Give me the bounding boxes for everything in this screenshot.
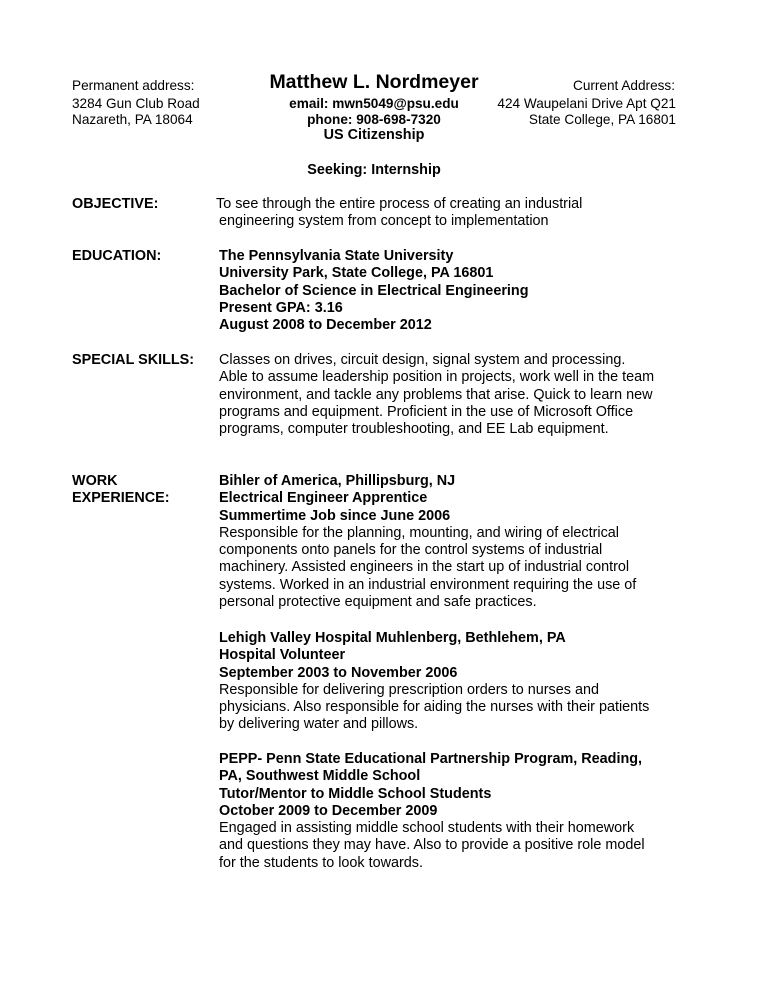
objective-text <box>216 196 582 231</box>
work-label-line1: WORK <box>72 473 118 489</box>
skills-line: Able to assume leadership position in projects, work well in the team <box>219 369 655 386</box>
skills-line: programs, computer troubleshooting, and EE Lab equipment. <box>219 421 609 438</box>
current-address-label: Current Address: <box>573 78 675 93</box>
job-heading-line: Electrical Engineer Apprentice <box>219 490 428 507</box>
job-desc-line: Engaged in assisting middle school students with their homework <box>219 820 635 837</box>
education-line: University Park, State College, PA 16801 <box>219 265 494 282</box>
permanent-city: Nazareth, PA 18064 <box>72 112 193 127</box>
job-heading-line: Tutor/Mentor to Middle School Students <box>219 785 492 802</box>
objective-line: To see through the entire process of creating an industrial <box>216 196 583 212</box>
work-label-line2: EXPERIENCE: <box>72 490 170 507</box>
job-desc-line: systems. Worked in an industrial environment requiring the use of <box>219 576 637 593</box>
job-desc-line: for the students to look towards. <box>219 854 423 871</box>
job-heading-line: PA, Southwest Middle School <box>219 768 421 785</box>
job-heading-line: September 2003 to November 2006 <box>219 664 458 681</box>
current-city: State College, PA 16801 <box>528 112 676 127</box>
skills-line: Classes on drives, circuit design, signal system and processing. <box>219 352 626 368</box>
work-label <box>72 473 170 508</box>
job-heading-line: Bihler of America, Phillipsburg, NJ <box>219 473 456 489</box>
skills-line: programs and equipment. Proficient in the use of Microsoft Office <box>219 403 634 420</box>
job-desc-line: Responsible for delivering prescription orders to nurses and <box>219 681 599 698</box>
job-desc-line: components onto panels for the control systems of industrial <box>219 542 603 559</box>
permanent-street: 3284 Gun Club Road <box>72 96 200 111</box>
job-heading-line: PEPP- Penn State Educational Partnership Program, Reading, <box>219 751 643 767</box>
skills-text <box>219 352 654 438</box>
job-entry <box>219 630 649 734</box>
education-line: August 2008 to December 2012 <box>219 317 432 334</box>
job-entry <box>219 473 636 611</box>
objective-label: OBJECTIVE: <box>72 196 159 212</box>
skills-line: environment, and tackle any problems that arise. Quick to learn new <box>219 386 653 403</box>
citizenship: US Citizenship <box>323 127 425 143</box>
job-desc-line: by delivering water and pillows. <box>219 716 419 733</box>
education-line: Present GPA: 3.16 <box>219 299 343 316</box>
candidate-name: Matthew L. Nordmeyer <box>269 71 479 93</box>
job-desc-line: machinery. Assisted engineers in the start up of industrial control <box>219 559 630 576</box>
education-text <box>219 248 529 334</box>
objective-line: engineering system from concept to implementation <box>219 213 549 230</box>
job-heading-line: Summertime Job since June 2006 <box>219 507 451 524</box>
phone: phone: 908-698-7320 <box>307 112 441 127</box>
job-desc-line: personal protective equipment and safe practices. <box>219 594 537 611</box>
education-label: EDUCATION: <box>72 248 162 264</box>
education-line: The Pennsylvania State University <box>219 248 454 264</box>
job-heading-line: Lehigh Valley Hospital Muhlenberg, Bethlehem, PA <box>219 630 566 646</box>
email: email: mwn5049@psu.edu <box>289 96 459 111</box>
current-street: 424 Waupelani Drive Apt Q21 <box>497 96 676 111</box>
job-heading-line: Hospital Volunteer <box>219 647 346 664</box>
job-desc-line: physicians. Also responsible for aiding the nurses with their patients <box>219 699 650 716</box>
job-entry <box>219 751 645 872</box>
seeking: Seeking: Internship <box>307 162 441 178</box>
education-line: Bachelor of Science in Electrical Engineering <box>219 282 529 299</box>
job-desc-line: and questions they may have. Also to provide a positive role model <box>219 837 645 854</box>
job-heading-line: October 2009 to December 2009 <box>219 802 438 819</box>
permanent-address-label: Permanent address: <box>72 78 195 93</box>
skills-label: SPECIAL SKILLS: <box>72 352 195 368</box>
job-desc-line: Responsible for the planning, mounting, and wiring of electrical <box>219 524 619 541</box>
